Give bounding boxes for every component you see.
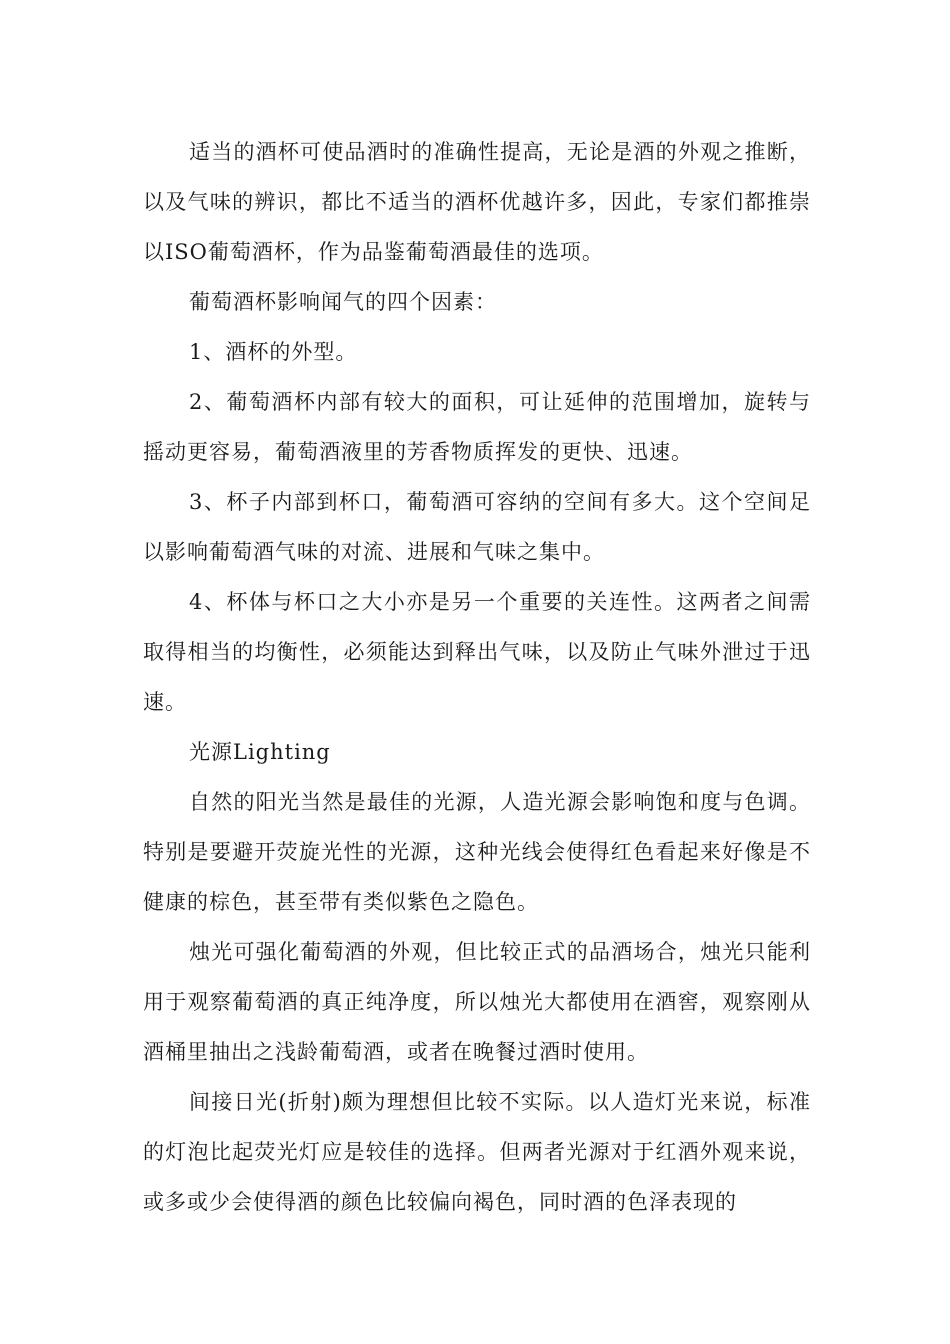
paragraph-four-factors-heading: 葡萄酒杯影响闻气的四个因素： [189,290,497,314]
document-body [143,127,811,1227]
paragraph-factor-3: 3、杯子内部到杯口，葡萄酒可容纳的空间有多大。这个空间足以影响葡萄酒气味的对流、进展和气味之集中。 [143,490,811,564]
paragraph-wine-glass-intro: 适当的酒杯可使品酒时的准确性提高，无论是酒的外观之推断，以及气味的辨识，都比不适当的酒杯优越许多，因此，专家们都推崇以ISO葡萄酒杯，作为品鉴葡萄酒最佳的选项。 [143,140,811,264]
paragraph-factor-1: 1、酒杯的外型。 [189,340,358,364]
section-heading-lighting: 光源Lighting [189,740,331,764]
paragraph-indirect-light: 间接日光(折射)颇为理想但比较不实际。以人造灯光来说，标准的灯泡比起荧光灯应是较佳的选择。但两者光源对于红酒外观来说，或多或少会使得酒的颜色比较偏向褐色，同时酒的色泽表现的 [143,1090,811,1214]
paragraph-candle-light: 烛光可强化葡萄酒的外观，但比较正式的品酒场合，烛光只能利用于观察葡萄酒的真正纯净度，所以烛光大都使用在酒窖，观察刚从酒桶里抽出之浅龄葡萄酒，或者在晚餐过酒时使用。 [143,940,811,1064]
paragraph-factor-4: 4、杯体与杯口之大小亦是另一个重要的关连性。这两者之间需取得相当的均衡性，必须能达到释出气味，以及防止气味外泄过于迅速。 [143,590,811,714]
paragraph-factor-2: 2、葡萄酒杯内部有较大的面积，可让延伸的范围增加，旋转与摇动更容易，葡萄酒液里的芳香物质挥发的更快、迅速。 [143,390,811,464]
paragraph-natural-light: 自然的阳光当然是最佳的光源，人造光源会影响饱和度与色调。特别是要避开荧旋光性的光源，这种光线会使得红色看起来好像是不健康的棕色，甚至带有类似紫色之隐色。 [143,790,811,914]
